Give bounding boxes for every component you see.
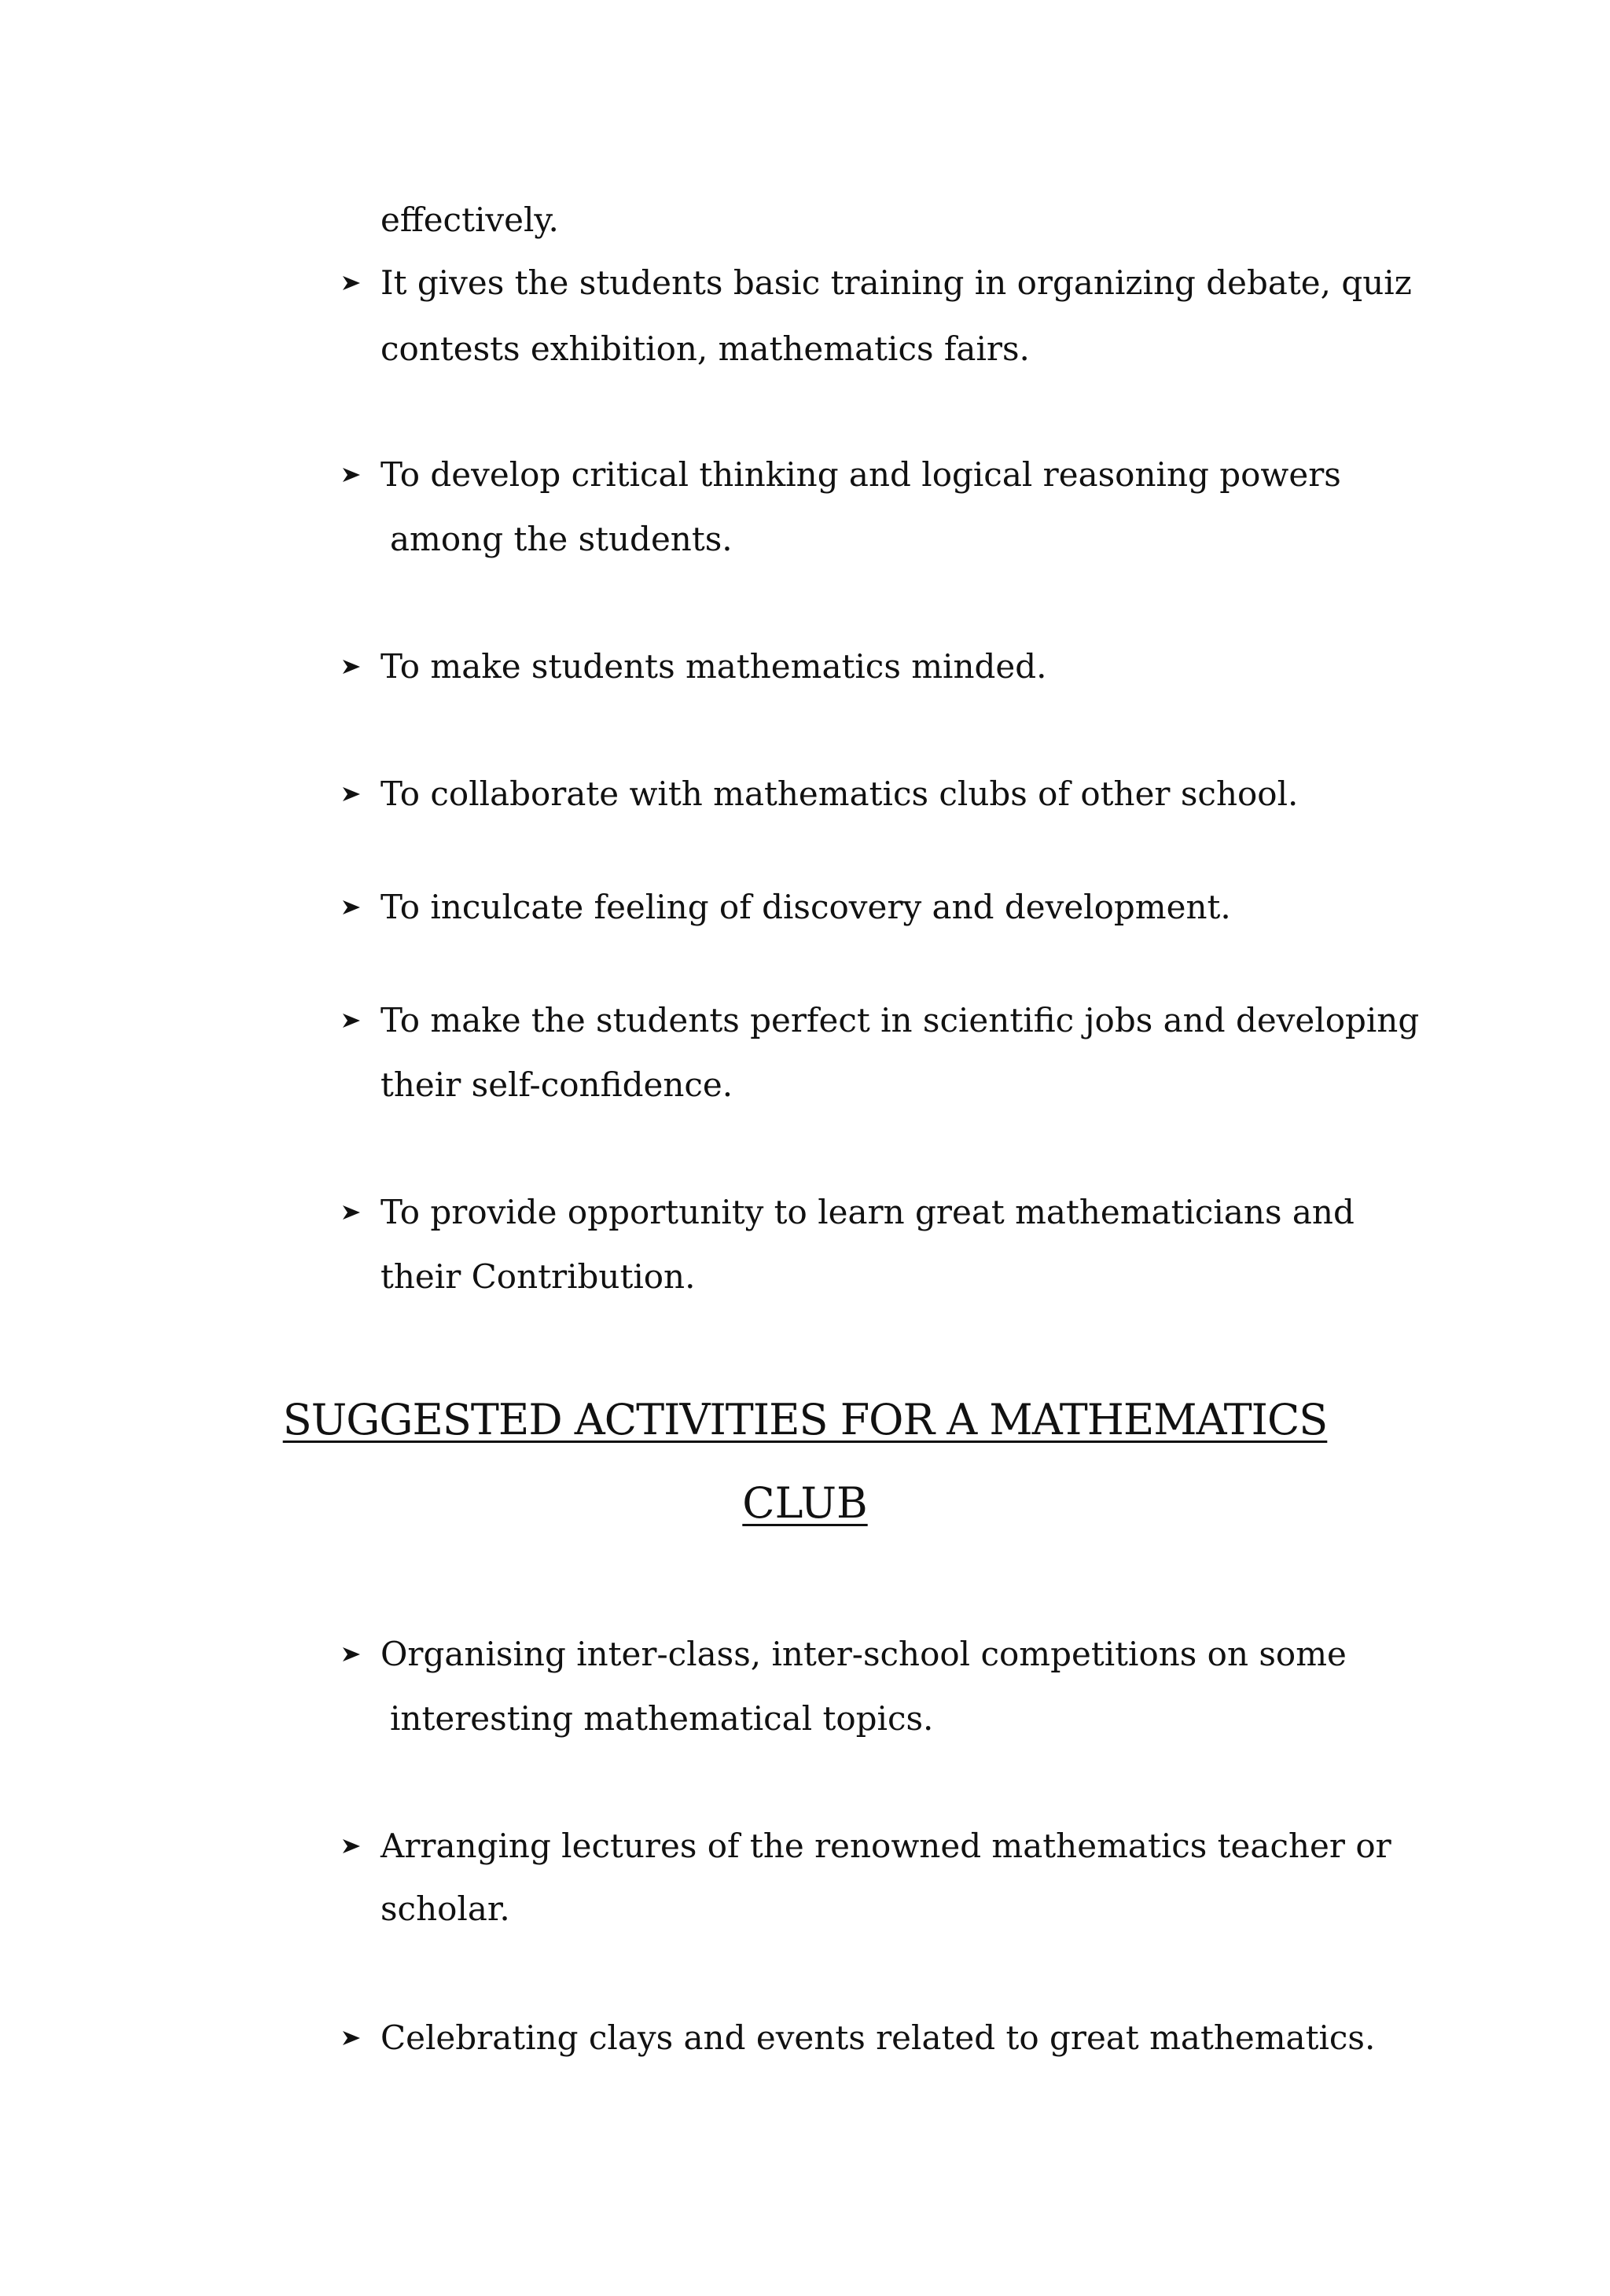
activity-item: Organising inter-class, inter-school competitions on some (380, 1635, 1347, 1673)
arrow-bullet-icon (341, 772, 369, 816)
objective-item: To make students mathematics minded. (380, 647, 1047, 686)
objective-item: To provide opportunity to learn great mathematicians and (380, 1193, 1355, 1231)
activity-item-continuation: interesting mathematical topics. (390, 1699, 934, 1738)
objective-item: It gives the students basic training in organizing debate, quiz (380, 263, 1412, 302)
objective-item: To make the students perfect in scientific jobs and developing (380, 1001, 1420, 1039)
arrow-bullet-icon (341, 885, 369, 929)
arrow-bullet-icon (341, 453, 369, 497)
section-heading-continuation: CLUB (742, 1478, 868, 1528)
objective-item: To develop critical thinking and logical reasoning powers (380, 455, 1341, 494)
activity-item: Celebrating clays and events related to great mathematics. (380, 2018, 1376, 2057)
arrow-bullet-icon (341, 1632, 369, 1676)
arrow-bullet-icon (341, 1824, 369, 1868)
objective-item-continuation: their Contribution. (380, 1257, 696, 1296)
arrow-bullet-icon (341, 1190, 369, 1234)
arrow-bullet-icon (341, 261, 369, 305)
arrow-bullet-icon (341, 2016, 369, 2060)
objective-item-continuation: contests exhibition, mathematics fairs. (380, 329, 1030, 368)
activity-item-continuation: scholar. (380, 1889, 510, 1928)
section-heading: SUGGESTED ACTIVITIES FOR A MATHEMATICS (282, 1395, 1328, 1444)
objective-item: To inculcate feeling of discovery and development. (380, 888, 1231, 926)
objective-item-continuation: among the students. (390, 520, 733, 558)
objective-item-continuation: their self-confidence. (380, 1065, 733, 1104)
arrow-bullet-icon (341, 999, 369, 1043)
continuation-text: effectively. (380, 201, 559, 239)
objective-item: To collaborate with mathematics clubs of other school. (380, 775, 1299, 813)
arrow-bullet-icon (341, 645, 369, 689)
activity-item: Arranging lectures of the renowned mathematics teacher or (380, 1827, 1391, 1865)
